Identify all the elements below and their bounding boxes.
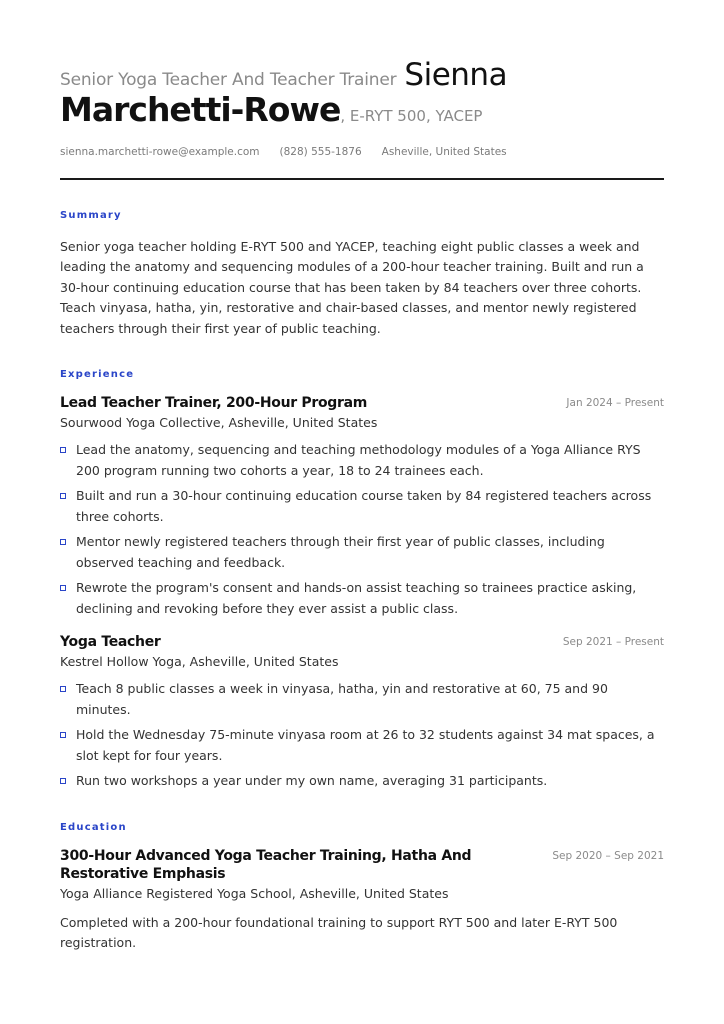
square-bullet-icon bbox=[60, 493, 66, 499]
name-line-1 bbox=[60, 57, 664, 93]
experience-entry bbox=[60, 633, 664, 792]
bullet-item bbox=[60, 771, 664, 792]
bullet-item bbox=[60, 486, 664, 527]
job-bullets bbox=[60, 679, 664, 792]
summary-text: Senior yoga teacher holding E-RYT 500 and YACEP, teaching eight public classes a week and leading the anatomy and sequencing modules of a 200-hour teacher training. Built and run a 30-hour continuing education course that has been taken by 84 teachers over three cohorts. Teach vinyasa, hatha, yin, restorative and chair-based classes, and mentor newly registered teachers through their first year of public teaching. bbox=[60, 238, 644, 336]
contact-location: Asheville, United States bbox=[381, 145, 507, 158]
job-organization: Sourwood Yoga Collective, Asheville, United States bbox=[60, 415, 378, 431]
square-bullet-icon bbox=[60, 539, 66, 545]
summary-section bbox=[60, 210, 664, 340]
job-bullets bbox=[60, 440, 664, 619]
entry-header bbox=[60, 847, 664, 883]
bullet-text: Rewrote the program's consent and hands-on assist teaching so trainees practice asking, declining and revoking before they ever assist a public class. bbox=[76, 580, 637, 616]
bullet-text: Lead the anatomy, sequencing and teaching methodology modules of a Yoga Alliance RYS 200 program running two cohorts a year, 18 to 24 trainees each. bbox=[76, 442, 641, 478]
headline: Senior Yoga Teacher And Teacher Trainer bbox=[60, 70, 397, 90]
square-bullet-icon bbox=[60, 732, 66, 738]
education-note: Completed with a 200-hour foundational training to support RYT 500 and later E-RYT 500 registration. bbox=[60, 914, 618, 951]
bullet-text: Mentor newly registered teachers through their first year of public classes, including observed teaching and feedback. bbox=[76, 534, 605, 570]
resume-header bbox=[60, 0, 664, 180]
square-bullet-icon bbox=[60, 778, 66, 784]
degree-title: 300-Hour Advanced Yoga Teacher Training, Hatha And Restorative Emphasis bbox=[60, 847, 472, 882]
experience-entry bbox=[60, 394, 664, 619]
entry-header bbox=[60, 633, 664, 651]
experience-section bbox=[60, 369, 664, 792]
job-title: Lead Teacher Trainer, 200-Hour Program bbox=[60, 395, 368, 412]
education-entry bbox=[60, 847, 664, 954]
square-bullet-icon bbox=[60, 686, 66, 692]
contact-email[interactable]: sienna.marchetti-rowe@example.com bbox=[60, 145, 260, 158]
square-bullet-icon bbox=[60, 585, 66, 591]
contact-info bbox=[60, 146, 664, 158]
bullet-text: Run two workshops a year under my own name, averaging 31 participants. bbox=[76, 773, 548, 789]
header-divider bbox=[60, 178, 664, 180]
job-organization: Kestrel Hollow Yoga, Asheville, United States bbox=[60, 654, 339, 670]
bullet-item bbox=[60, 679, 664, 720]
name-line-2 bbox=[60, 90, 664, 129]
bullet-item bbox=[60, 725, 664, 766]
last-name: Marchetti-Rowe bbox=[60, 90, 341, 129]
contact-phone[interactable]: (828) 555-1876 bbox=[279, 145, 362, 158]
bullet-text: Built and run a 30-hour continuing education course taken by 84 registered teachers across three cohorts. bbox=[76, 488, 652, 524]
first-name: Sienna bbox=[404, 57, 508, 93]
job-dates: Jan 2024 – Present bbox=[566, 397, 664, 410]
section-title-summary: Summary bbox=[60, 209, 122, 221]
education-section bbox=[60, 822, 664, 954]
school-name: Yoga Alliance Registered Yoga School, Asheville, United States bbox=[60, 885, 449, 901]
bullet-item bbox=[60, 578, 664, 619]
job-dates: Sep 2021 – Present bbox=[562, 636, 664, 649]
credentials: , E-RYT 500, YACEP bbox=[340, 107, 483, 125]
entry-header bbox=[60, 394, 664, 412]
bullet-item bbox=[60, 440, 664, 481]
square-bullet-icon bbox=[60, 447, 66, 453]
bullet-item bbox=[60, 532, 664, 573]
bullet-text: Hold the Wednesday 75-minute vinyasa room at 26 to 32 students against 34 mat spaces, a slot kept for four years. bbox=[76, 727, 655, 763]
section-title-experience: Experience bbox=[60, 369, 135, 381]
section-title-education: Education bbox=[60, 821, 127, 833]
bullet-text: Teach 8 public classes a week in vinyasa, hatha, yin and restorative at 60, 75 and 90 minutes. bbox=[76, 681, 608, 717]
job-title: Yoga Teacher bbox=[60, 634, 161, 651]
education-dates: Sep 2020 – Sep 2021 bbox=[552, 849, 664, 862]
